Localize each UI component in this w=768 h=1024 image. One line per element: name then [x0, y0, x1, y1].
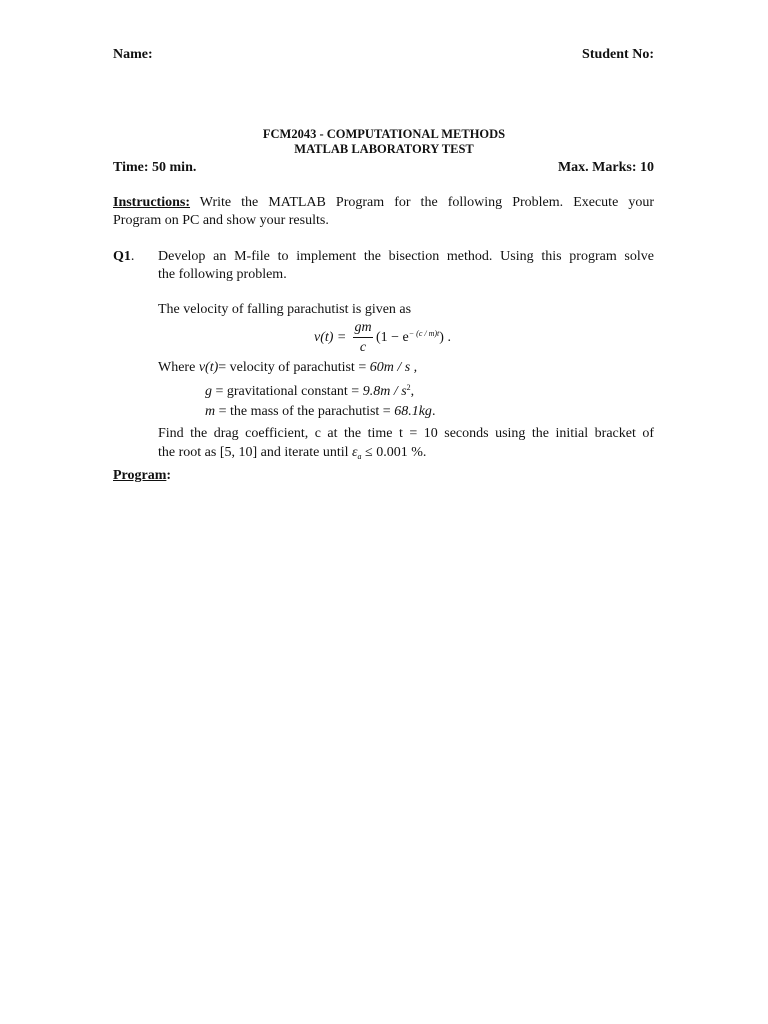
q1-label	[113, 248, 134, 266]
q1-text-line-1: Develop an M-file to implement the bisection method. Using this program solve	[158, 249, 654, 264]
where-line	[158, 359, 417, 377]
instructions-label: Instructions:	[113, 195, 191, 210]
equation-paren: (1 − e	[376, 330, 409, 345]
where-value: 60m / s ,	[369, 360, 418, 375]
epsilon-symbol: ε	[352, 445, 358, 460]
gravity-tail: ,	[410, 384, 415, 399]
gravity-text: = gravitational constant =	[215, 384, 360, 399]
course-title: FCM2043 - COMPUTATIONAL METHODS	[262, 127, 506, 141]
program-label	[113, 467, 171, 485]
fraction-bar	[353, 337, 373, 338]
where-label: Where	[158, 360, 196, 375]
epsilon-subscript: a	[357, 452, 362, 461]
equation-rest	[376, 329, 451, 347]
q1-number: Q1	[113, 249, 131, 264]
equation-close: ) .	[439, 330, 451, 345]
instructions-line-1	[113, 194, 654, 212]
program-label-text: Program	[113, 468, 167, 483]
name-label: Name:	[113, 47, 153, 62]
mass-tail: .	[431, 404, 436, 419]
q1-dot: .	[130, 249, 135, 264]
instructions-text-1: Write the MATLAB Program for the following Problem. Execute your	[190, 195, 654, 210]
mass-line	[205, 403, 435, 421]
test-title: MATLAB LABORATORY TEST	[294, 142, 474, 156]
velocity-intro: The velocity of falling parachutist is given as	[158, 302, 412, 317]
find-line-1: Find the drag coefficient, c at the time t = 10 seconds using the initial bracket of	[158, 426, 654, 441]
equation-exponent: − (c / m)t	[408, 329, 440, 338]
student-no-label: Student No:	[582, 47, 654, 62]
equation-numerator: gm	[354, 320, 372, 335]
mass-value: 68.1kg	[394, 404, 432, 419]
gravity-variable: g	[205, 384, 212, 399]
program-colon: :	[166, 468, 172, 483]
find-line-2	[158, 444, 426, 462]
instructions-line-2: Program on PC and show your results.	[113, 213, 329, 228]
max-marks-label: Max. Marks: 10	[557, 160, 654, 175]
equation-lhs: v(t) =	[314, 330, 347, 345]
equation-denominator: c	[359, 340, 367, 355]
gravity-line	[205, 383, 414, 401]
where-text: = velocity of parachutist =	[218, 360, 367, 375]
gravity-value: 9.8m / s	[362, 384, 407, 399]
mass-text: = the mass of the parachutist =	[218, 404, 391, 419]
gravity-exponent: 2	[406, 383, 411, 392]
tolerance-text: ≤ 0.001 %.	[361, 445, 427, 460]
where-variable: v(t)	[198, 360, 219, 375]
q1-text-line-2: the following problem.	[158, 267, 287, 282]
mass-variable: m	[205, 404, 216, 419]
time-label: Time: 50 min.	[113, 160, 197, 175]
find-text: the root as [5, 10] and iterate until	[158, 445, 349, 460]
